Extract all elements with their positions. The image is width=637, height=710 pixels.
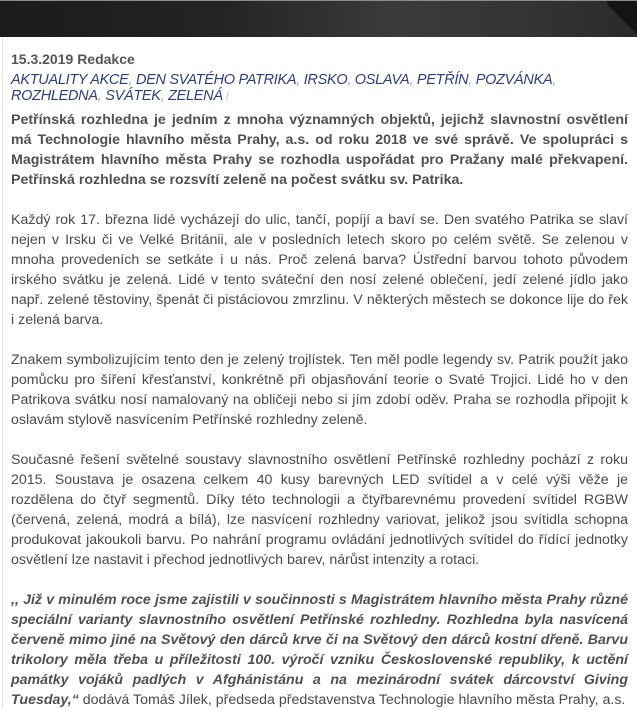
tag-link[interactable]: IRSKO [303,72,348,88]
article-paragraph: Každý rok 17. března lidé vycházejí do ulic, tančí, popíjí a baví se. Den svatého Patrika se slaví nejen v Irsku či ve Velké Británii, ale v posledních letech skoro po celém světě. Se zelenou v mnoha provedeních se setkáte i u nás. Proč zelená barva? Ústřední barvou tohoto původem irského svátku je zelená. Lidé v tento sváteční den nosí zelené oblečení, jedí zelené jídlo jako např. zelené těstoviny, špenát či pistáciovou zmrzlinu. V některých městech se dokonce lije do řek i zelená barva. [11,212,628,328]
tag-link[interactable]: ZELENÁ [168,88,223,104]
article-quote [11,590,628,710]
tag-link[interactable]: SVÁTEK [105,88,161,104]
header-banner [0,0,637,37]
tag-link[interactable]: DEN SVATÉHO PATRIKA [135,72,297,88]
article-paragraph: Současné řešení světelné soustavy slavnostního osvětlení Petřínské rozhledny pochází z roku 2015. Soustava je osazena celkem 40 kusy barevných LED svítidel a v celé výši věže je rozdělena do čtyř segmentů. Díky této technologii a čtyřbarevnému provedení svítidel RGBW (červená, zelená, modrá a bílá), lze nasvícení rozhledny variovat, jelikož jsou svítidla schopna produkovat jakoukoli barvu. Po nahrání programu ovládání jednotlivých svítidel do řídící jednotky osvětlení lze nastavit i přechod jednotlivých barev, nárůst intenzity a rotaci. [11,452,628,568]
tag-separator: , [468,72,473,88]
tag-separator: , [128,72,133,88]
tag-separator: , [347,72,352,88]
quote-attribution: dodává Tomáš Jílek, předseda představenstva Technologie hlavního města Prahy, a.s. [78,692,626,708]
article-meta [11,50,628,68]
banner-corner-decoration [607,1,637,37]
tag-link[interactable]: AKTUALITY AKCE [11,72,129,88]
article-lead: Petřínská rozhledna je jedním z mnoha významných objektů, jejichž slavnostní osvětlení má Technologie hlavního města Prahy, a.s. od roku 2018 ve své správě. Ve spolupráci s Magistrátem hlavního města Prahy se rozhodla uspořádat pro Pražany malé překvapení. Petřínská rozhledna se rozsvítí zeleně na počest svátku sv. Patrika. [11,112,628,188]
tag-separator: , [97,88,102,104]
quote-text: ,, Již v minulém roce jsme zajistili v součinnosti s Magistrátem hlavního města Prahy různé speciální varianty slavnostního osvětlení Petřínské rozhledny. Rozhledna byla nasvícená červeně mimo jiné na Světový den dárců krve či na Světový den dárců kostní dřeně. Barvu trikolory měla třeba u příležitosti 100. výročí vzniku Československé republiky, k uctění památky vojáků padlých v Afghánistánu a na mezinárodní svátek dárcovství Giving Tuesday,“ [11,592,628,708]
tag-link[interactable]: ROZHLEDNA [11,88,98,104]
article-date: 15.3.2019 [11,51,74,67]
tag-link[interactable]: OSLAVA [354,72,410,88]
article-paragraph: Znakem symbolizujícím tento den je zelený trojlístek. Ten měl podle legendy sv. Patrik použít jako pomůcku pro šíření křesťanství, konkrétně při objasňování teorie o Svaté Trojici. Lidé ho v den Patrikova svátku nosí namalovaný na obličeji nebo si jím zdobí oděv. Praha se rozhodla připojit k oslavám stylově nasvícením Petřínské rozhledny zeleně. [11,352,628,428]
tag-link[interactable]: PETŘÍN [416,72,469,88]
tag-separator: , [409,72,414,88]
article-tags [11,72,628,104]
article [2,37,637,709]
tags-end-slash: / [225,89,229,103]
tag-separator: , [552,72,557,88]
tag-separator: , [160,88,165,104]
article-author: Redakce [77,51,135,67]
tag-separator: , [296,72,300,88]
tag-link[interactable]: POZVÁNKA [475,72,553,88]
